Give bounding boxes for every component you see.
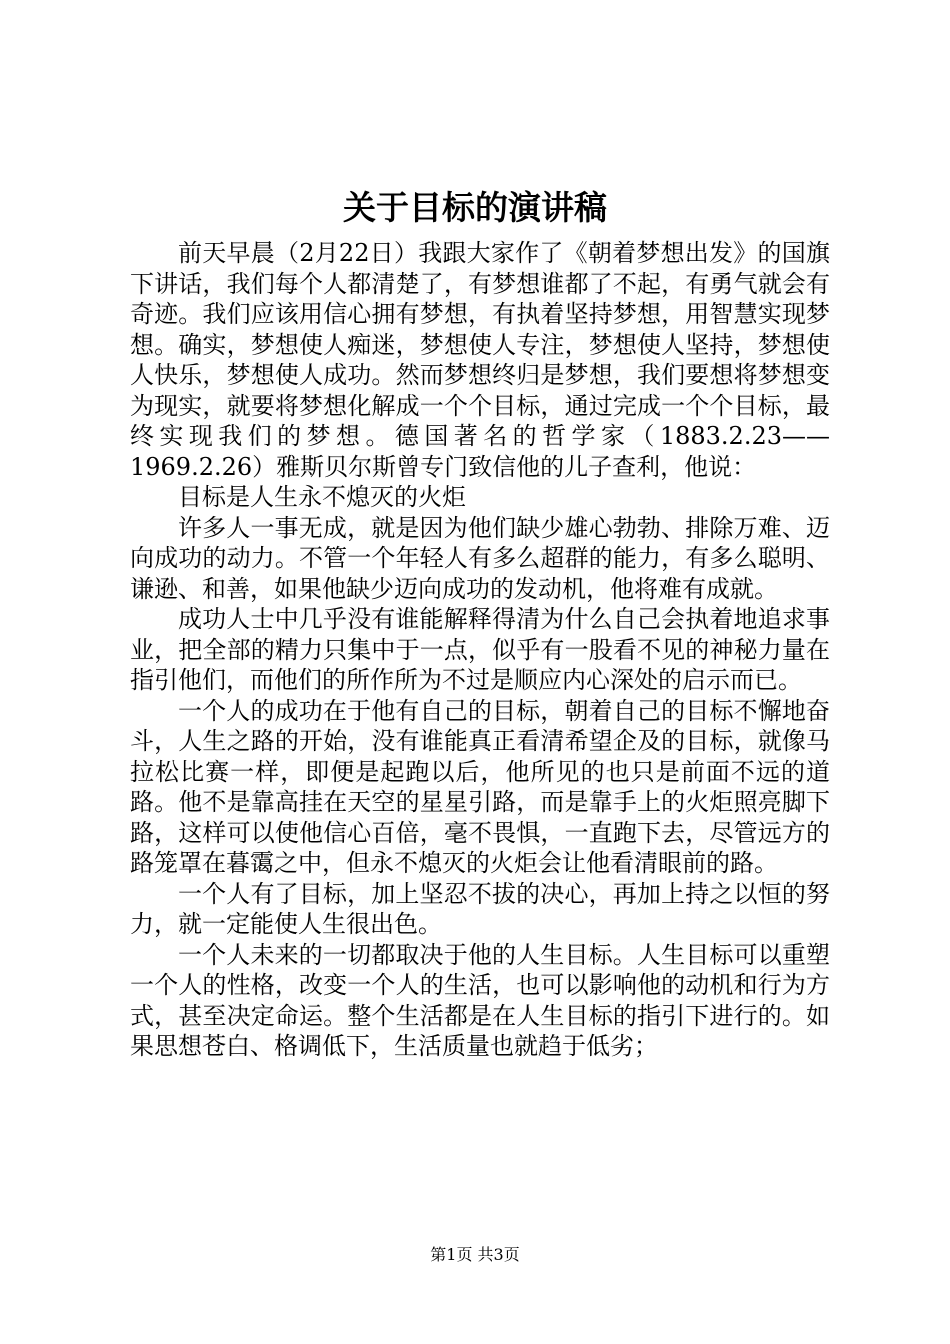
paragraph: 许多人一事无成，就是因为他们缺少雄心勃勃、排除万难、迈向成功的动力。不管一个年轻人有多么超群的能力，有多么聪明、谦逊、和善，如果他缺少迈向成功的发动机，他将难有成就。 — [130, 513, 830, 603]
document-body — [130, 238, 830, 1062]
paragraph: 前天早晨（2月22日）我跟大家作了《朝着梦想出发》的国旗下讲话，我们每个人都清楚了，有梦想谁都了不起，有勇气就会有奇迹。我们应该用信心拥有梦想，有执着坚持梦想，用智慧实现梦想。确实，梦想使人痴迷，梦想使人专注，梦想使人坚持，梦想使人快乐，梦想使人成功。然而梦想终归是梦想，我们要想将梦想变为现实，就要将梦想化解成一个个目标，通过完成一个个目标，最终实现我们的梦想。德国著名的哲学家（1883.2.23——1969.2.26）雅斯贝尔斯曾专门致信他的儿子查利，他说： — [130, 239, 830, 481]
paragraph: 一个人有了目标，加上坚忍不拔的决心，再加上持之以恒的努力，就一定能使人生很出色。 — [130, 879, 830, 938]
paragraph: 目标是人生永不熄灭的火炬 — [178, 483, 466, 511]
paragraph: 一个人的成功在于他有自己的目标，朝着自己的目标不懈地奋斗，人生之路的开始，没有谁能真正看清希望企及的目标，就像马拉松比赛一样，即便是起跑以后，他所见的也只是前面不远的道路。他不是靠高挂在天空的星星引路，而是靠手上的火炬照亮脚下路，这样可以使他信心百倍，毫不畏惧，一直跑下去，尽管远方的路笼罩在暮霭之中，但永不熄灭的火炬会让他看清眼前的路。 — [130, 696, 830, 877]
page-footer: 第1页 共3页 — [430, 1245, 520, 1264]
document-title: 关于目标的演讲稿 — [343, 188, 607, 227]
paragraph: 成功人士中几乎没有谁能解释得清为什么自己会执着地追求事业，把全部的精力只集中于一点，似乎有一股看不见的神秘力量在指引他们，而他们的所作所为不过是顺应内心深处的启示而已。 — [130, 605, 830, 694]
paragraph: 一个人未来的一切都取决于他的人生目标。人生目标可以重塑一个人的性格，改变一个人的生活，也可以影响他的动机和行为方式，甚至决定命运。整个生活都是在人生目标的指引下进行的。如果思想苍白、格调低下，生活质量也就趋于低劣； — [130, 940, 830, 1060]
